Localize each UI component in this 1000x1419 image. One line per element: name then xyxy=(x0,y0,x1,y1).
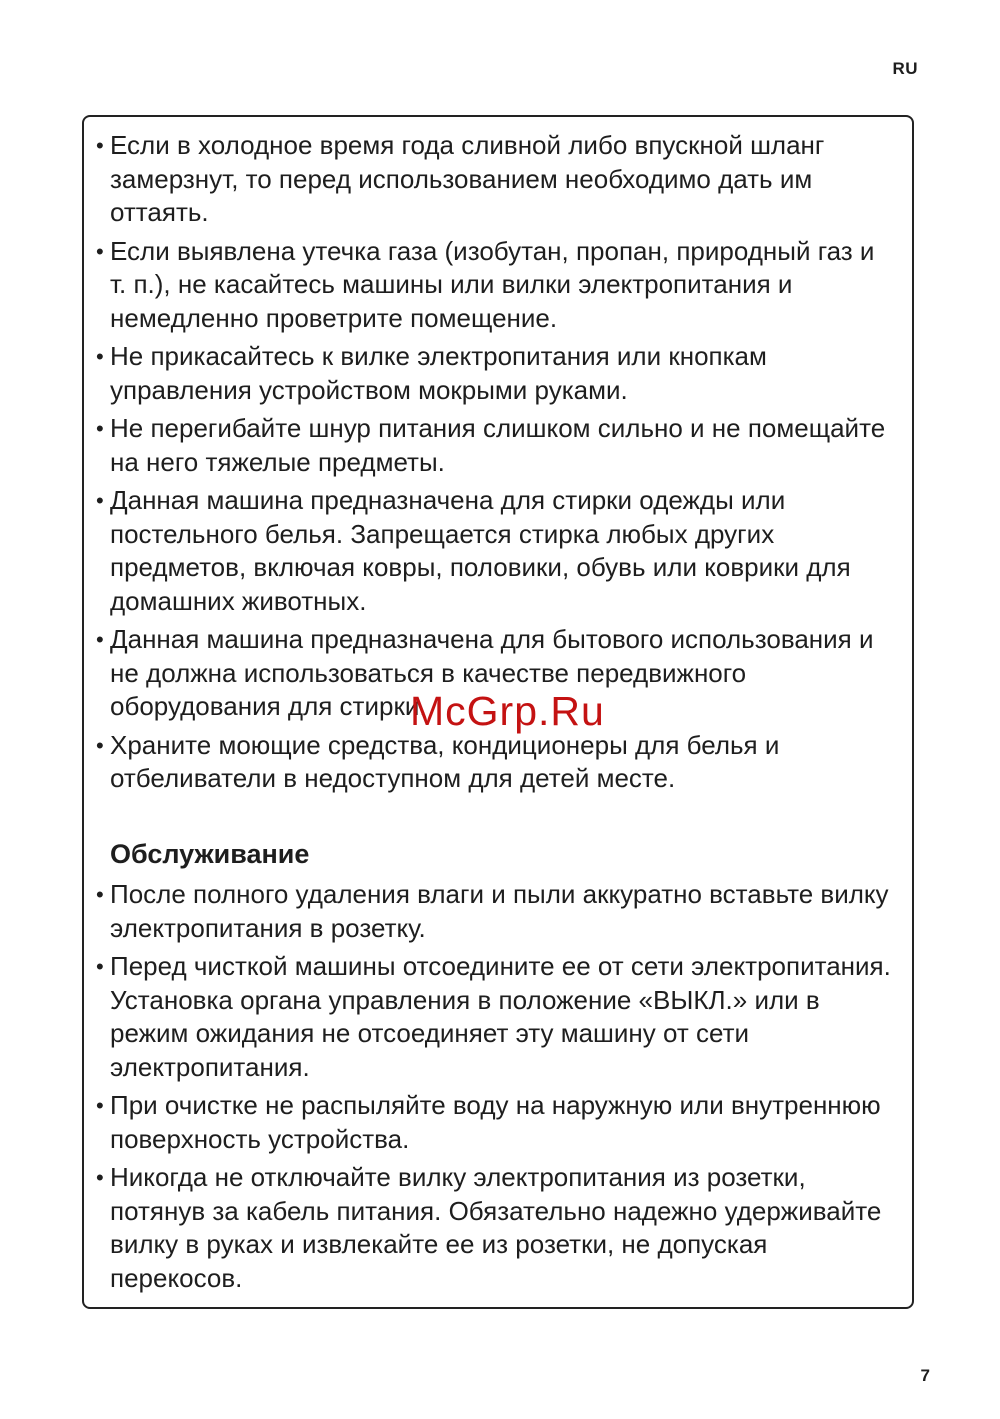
list-item: • Храните моющие средства, кондиционеры для белья и отбеливатели в недоступном для детей месте. xyxy=(96,729,896,796)
list-item: • Данная машина предназначена для стирки одежды или постельного белья. Запрещается стирка любых других предметов, включая ковры, половики, обувь или коврики для домашних животных. xyxy=(96,484,896,618)
list-item: • Данная машина предназначена для бытового использования и не должна использоваться в качестве передвижного оборудования для стирки. xyxy=(96,623,896,724)
list-item: • Не прикасайтесь к вилке электропитания или кнопкам управления устройством мокрыми руками. xyxy=(96,340,896,407)
list-item: • Перед чисткой машины отсоедините ее от сети электропитания. Установка органа управления в положение «ВЫКЛ.» или в режим ожидания не отсоединяет эту машину от сети электропитания. xyxy=(96,950,896,1084)
list-item: • При очистке не распыляйте воду на наружную или внутреннюю поверхность устройства. xyxy=(96,1089,896,1156)
page-number: 7 xyxy=(920,1366,930,1385)
list-item: • Никогда не отключайте вилку электропитания из розетки, потянув за кабель питания. Обязательно надежно удерживайте вилку в руках и извлекайте ее из розетки, не допуская перекосов. xyxy=(96,1161,896,1295)
list-item: • Если выявлена утечка газа (изобутан, пропан, природный газ и т. п.), не касайтесь машины или вилки электропитания и немедленно проветрите помещение. xyxy=(96,235,896,336)
list-item: • Не перегибайте шнур питания слишком сильно и не помещайте на него тяжелые предметы. xyxy=(96,412,896,479)
maintenance-list xyxy=(96,878,896,1300)
language-label: RU xyxy=(892,59,918,78)
watermark: McGrp.Ru xyxy=(410,688,605,734)
section-title: Обслуживание xyxy=(110,839,310,869)
list-item: • После полного удаления влаги и пыли аккуратно вставьте вилку электропитания в розетку. xyxy=(96,878,896,945)
list-item: • Если в холодное время года сливной либо впускной шланг замерзнут, то перед использованием необходимо дать им оттаять. xyxy=(96,129,896,230)
